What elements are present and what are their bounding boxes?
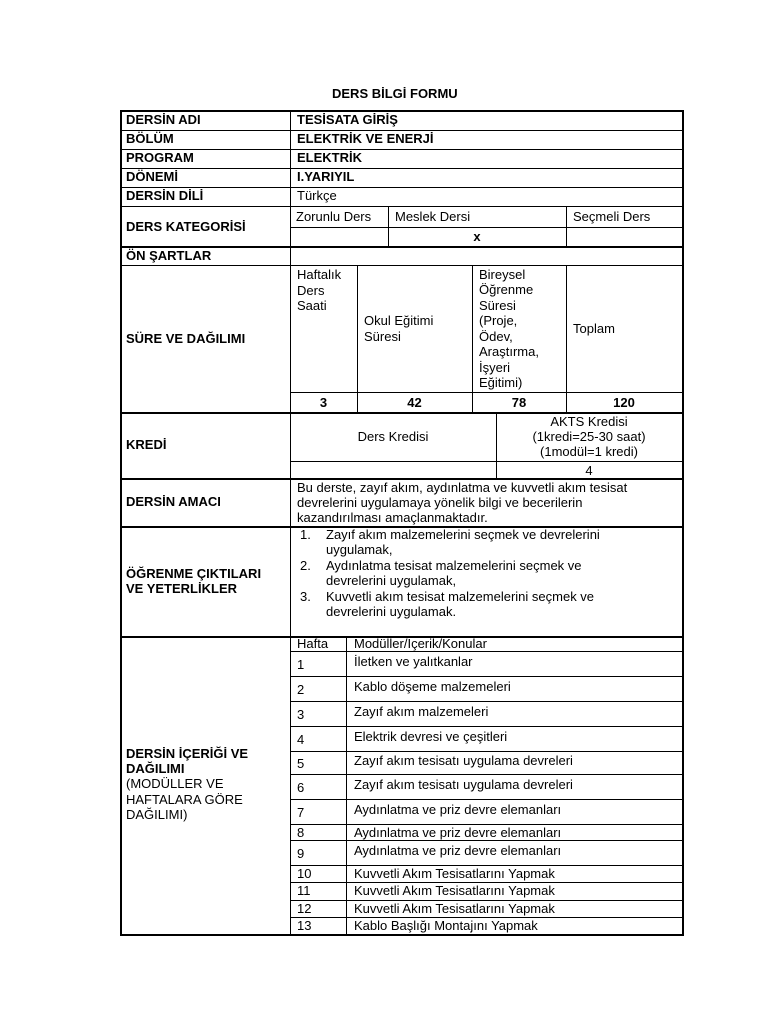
weekly-hours-header-line: Saati <box>297 298 327 313</box>
language-label: DERSİN DİLİ <box>126 188 204 203</box>
category-option-elective: Seçmeli Ders <box>573 209 651 224</box>
self-study-value: 78 <box>511 395 527 410</box>
week-number: 12 <box>297 901 312 916</box>
week-column-header: Hafta <box>297 636 329 651</box>
course-credit-header: Ders Kredisi <box>357 429 429 444</box>
duration-col-divider <box>566 265 567 412</box>
school-training-header-line: Süresi <box>364 329 401 344</box>
week-topic: Aydınlatma ve priz devre elemanları <box>354 802 562 817</box>
self-study-header-line: (Proje, <box>479 313 518 328</box>
outcome-text-line: devrelerini uygulamak, <box>326 573 457 588</box>
week-number: 9 <box>297 846 305 861</box>
week-number: 2 <box>297 682 305 697</box>
table-border-left <box>120 110 122 936</box>
outcome-text-line: Aydınlatma tesisat malzemelerini seçmek ve <box>326 558 582 573</box>
content-col-divider <box>346 636 347 936</box>
content-row-separator <box>290 774 684 775</box>
outcome-number: 3. <box>300 589 311 604</box>
row-separator <box>120 168 684 169</box>
week-number: 10 <box>297 866 312 881</box>
week-number: 11 <box>297 883 311 898</box>
total-header: Toplam <box>573 321 615 336</box>
topic-column-header: Modüller/İçerik/Konular <box>354 636 487 651</box>
week-topic: Elektrik devresi ve çeşitleri <box>354 729 508 744</box>
credit-sub-separator <box>290 461 684 462</box>
school-training-value: 42 <box>407 395 422 410</box>
self-study-header-line: İşyeri <box>479 360 511 375</box>
category-label: DERS KATEGORİSİ <box>126 219 246 234</box>
table-border-top <box>120 110 684 112</box>
self-study-header-line: Süresi <box>479 298 516 313</box>
week-topic: Zayıf akım tesisatı uygulama devreleri <box>354 753 573 768</box>
self-study-header-line: Eğitimi) <box>479 375 523 390</box>
week-number: 5 <box>297 756 305 771</box>
content-row-separator <box>290 799 684 800</box>
content-label-line: DERSİN İÇERİĞİ VE <box>126 746 249 761</box>
department-value: ELEKTRİK VE ENERJİ <box>297 131 434 146</box>
label-column-divider <box>290 110 291 936</box>
aim-text-line: Bu derste, zayıf akım, aydınlatma ve kuvvetli akım tesisat <box>297 480 628 495</box>
week-number: 1 <box>297 657 305 672</box>
outcome-number: 2. <box>300 558 311 573</box>
week-topic: İletken ve yalıtkanlar <box>354 654 473 669</box>
outcomes-label-line: ÖĞRENME ÇIKTILARI <box>126 566 262 581</box>
weekly-hours-header-line: Haftalık <box>297 267 342 282</box>
content-label-sub-line: HAFTALARA GÖRE <box>126 792 243 807</box>
language-value: Türkçe <box>297 188 337 203</box>
self-study-header-line: Bireysel <box>479 267 526 282</box>
course-name-label: DERSİN ADI <box>126 112 201 127</box>
week-topic: Kablo Başlığı Montajını Yapmak <box>354 918 538 933</box>
week-topic: Kuvvetli Akım Tesisatlarını Yapmak <box>354 901 555 916</box>
outcome-text-line: Kuvvetli akım tesisat malzemelerini seçmek ve <box>326 589 595 604</box>
week-number: 6 <box>297 780 305 795</box>
content-label-sub-line: DAĞILIMI) <box>126 807 188 822</box>
week-topic: Kuvvetli Akım Tesisatlarını Yapmak <box>354 883 555 898</box>
category-option-vocational: Meslek Dersi <box>395 209 471 224</box>
ects-value: 4 <box>585 463 593 478</box>
row-separator <box>120 265 684 266</box>
credit-label: KREDİ <box>126 437 167 452</box>
outcome-text-line: uygulamak, <box>326 542 393 557</box>
content-row-separator <box>290 751 684 752</box>
outcome-text-line: devrelerini uygulamak. <box>326 604 457 619</box>
row-separator <box>120 206 684 207</box>
content-row-separator <box>290 701 684 702</box>
ects-header-line: (1modül=1 kredi) <box>540 444 638 459</box>
school-training-header-line: Okul Eğitimi <box>364 313 434 328</box>
form-title: DERS BİLGİ FORMU <box>332 86 458 101</box>
week-topic: Aydınlatma ve priz devre elemanları <box>354 843 562 858</box>
total-value: 120 <box>613 395 635 410</box>
week-number: 7 <box>297 805 305 820</box>
content-row-separator <box>290 726 684 727</box>
aim-text-line: kazandırılması amaçlanmaktadır. <box>297 510 488 525</box>
content-label-line: DAĞILIMI <box>126 761 185 776</box>
category-col-divider <box>566 206 567 246</box>
program-value: ELEKTRİK <box>297 150 362 165</box>
department-label: BÖLÜM <box>126 131 174 146</box>
week-topic: Kablo döşeme malzemeleri <box>354 679 511 694</box>
weekly-hours-header-line: Ders <box>297 283 325 298</box>
week-number: 13 <box>297 918 312 933</box>
self-study-header-line: Araştırma, <box>479 344 539 359</box>
aim-label: DERSİN AMACI <box>126 494 221 509</box>
ects-header-line: AKTS Kredisi <box>550 414 628 429</box>
week-topic: Zayıf akım tesisatı uygulama devreleri <box>354 777 573 792</box>
week-number: 8 <box>297 825 305 840</box>
week-number: 3 <box>297 707 305 722</box>
duration-col-divider <box>472 265 473 412</box>
content-label-sub-line: (MODÜLLER VE <box>126 776 224 791</box>
week-number: 4 <box>297 732 305 747</box>
content-row-separator <box>290 676 684 677</box>
category-mark-vocational: x <box>473 229 481 244</box>
course-name-value: TESİSATA GİRİŞ <box>297 112 398 127</box>
row-separator <box>120 187 684 188</box>
outcome-text-line: Zayıf akım malzemelerini seçmek ve devrelerini <box>326 527 600 542</box>
self-study-header-line: Öğrenme <box>479 282 534 297</box>
weekly-hours-value: 3 <box>319 395 328 410</box>
week-topic: Kuvvetli Akım Tesisatlarını Yapmak <box>354 866 555 881</box>
week-topic: Aydınlatma ve priz devre elemanları <box>354 825 562 840</box>
outcome-number: 1. <box>300 527 311 542</box>
content-row-separator <box>290 651 684 652</box>
prerequisites-label: ÖN ŞARTLAR <box>126 248 212 263</box>
table-border-right <box>682 110 684 936</box>
row-separator <box>120 149 684 150</box>
category-option-compulsory: Zorunlu Ders <box>296 209 372 224</box>
aim-text-line: devrelerini uygulamaya yönelik bilgi ve becerilerin <box>297 495 583 510</box>
outcomes-label-line: VE YETERLİKLER <box>126 581 238 596</box>
term-value: I.YARIYIL <box>297 169 355 184</box>
duration-sub-separator <box>290 392 684 393</box>
duration-label: SÜRE VE DAĞILIMI <box>126 331 246 346</box>
self-study-header-line: Ödev, <box>479 329 513 344</box>
week-topic: Zayıf akım malzemeleri <box>354 704 489 719</box>
term-label: DÖNEMİ <box>126 169 178 184</box>
ects-header-line: (1kredi=25-30 saat) <box>532 429 646 444</box>
program-label: PROGRAM <box>126 150 194 165</box>
table-border-bottom <box>120 934 684 936</box>
category-sub-separator <box>290 227 684 228</box>
duration-col-divider <box>357 265 358 412</box>
